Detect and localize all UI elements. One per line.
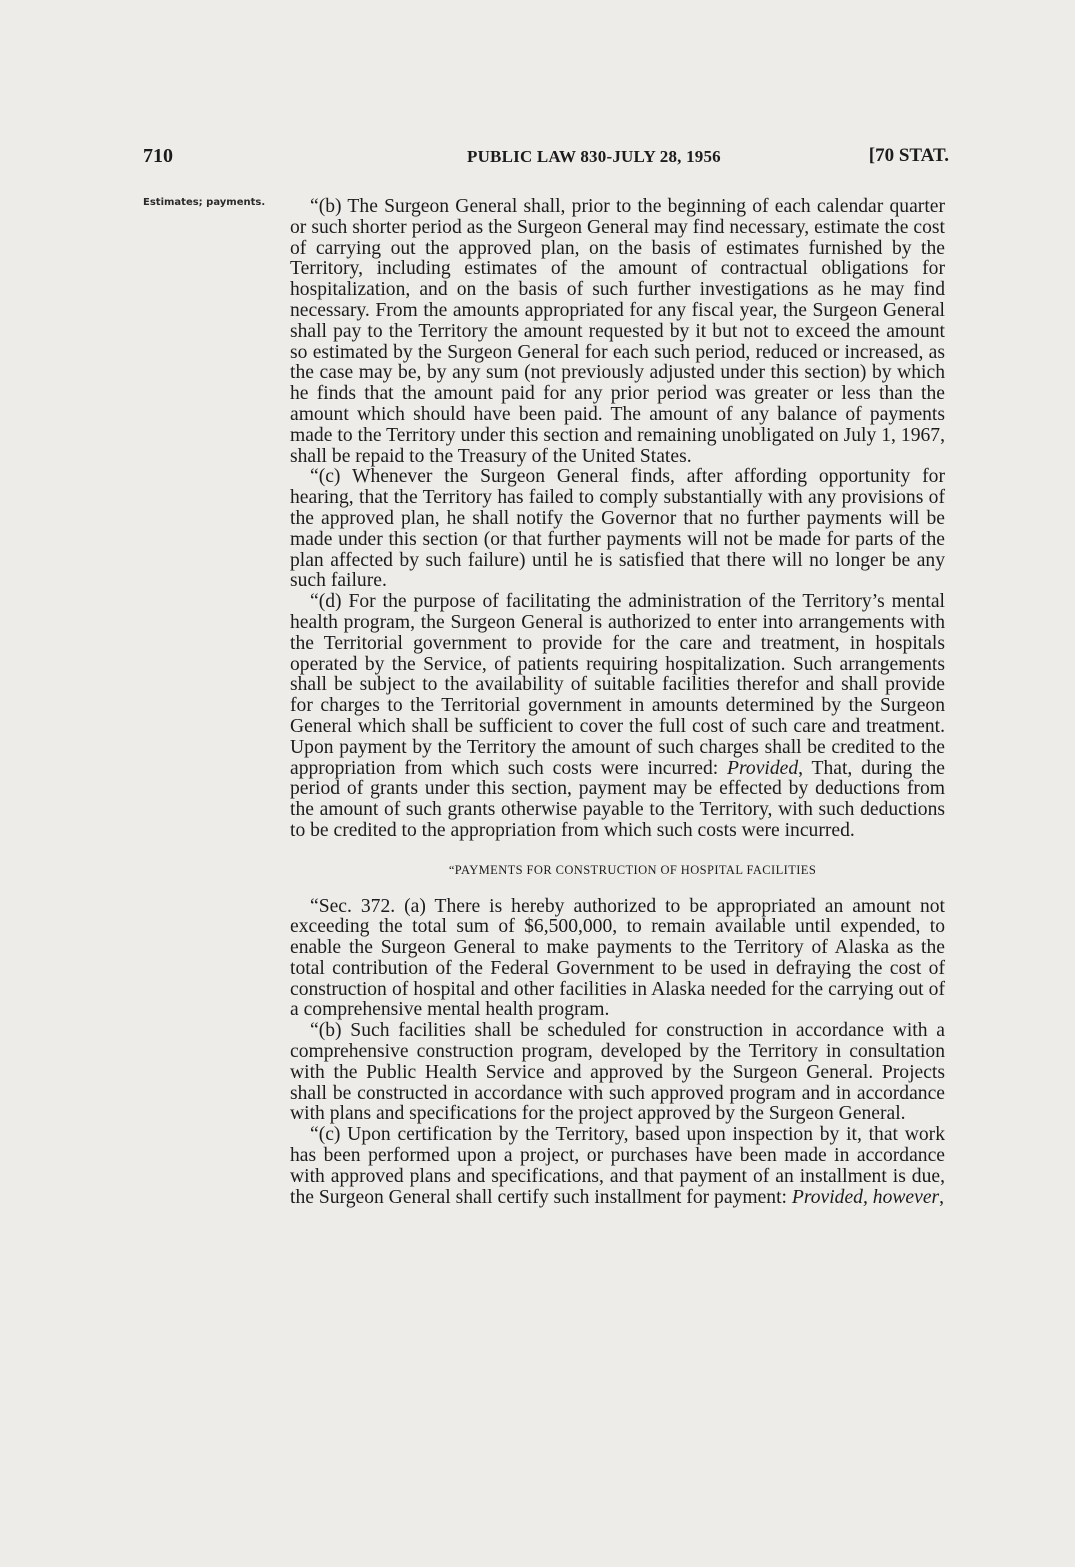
paragraph-text: , [939, 1186, 945, 1208]
running-title: PUBLIC LAW 830-JULY 28, 1956 [467, 147, 721, 166]
paragraph-sec-372-b: “(b) Such facilities shall be scheduled for construction in accordance with a comprehensive construction program, developed by the Territory in consultation with the Public Health Service and approved by the Surgeon General. Projects shall be constructed in accordance with such approved program and in accordance with plans and specifications for the project approved by the Surgeon General. [290, 1020, 945, 1125]
paragraph-sec-372-c [290, 1125, 945, 1208]
main-text [290, 197, 945, 1208]
page-header [143, 145, 949, 173]
proviso-italic: Provided, however [791, 1186, 940, 1208]
sec-label: “Sec. [310, 895, 352, 917]
paragraph-text: 372. (a) There is hereby authorized to be appropriated an amount not exceeding the total sum of $6,500,000, to remain available until expended, to enable the Surgeon General to make payments to the Territory of Alaska as the total contribution of the Federal Government to be used in defraying the cost of construction of hospital and other facilities in Alaska needed for the carrying out of a comprehensive mental health program. [290, 895, 945, 1021]
section-heading: “PAYMENTS FOR CONSTRUCTION OF HOSPITAL FACILITIES [448, 862, 817, 877]
paragraph-d-arrangements [290, 592, 945, 842]
paragraph-text: “(d) For the purpose of facilitating the administration of the Territory’s mental health program, the Surgeon General is authorized to enter into arrangements with the Territorial government to provide for the care and treatment, in hospitals operated by the Service, of patients requiring hospitalization. Such arrangements shall be subject to the availability of suitable facilities therefor and shall provide for charges to the Territorial government in amounts determined by the Surgeon General which shall be sufficient to cover the full cost of such care and treatment. Upon payment by the Territory the amount of such charges shall be credited to the appropriation from which such costs were incurred: [290, 591, 945, 779]
statute-reference: [70 STAT. [868, 145, 949, 166]
margin-note: Estimates; payments. [143, 197, 266, 208]
paragraph-text: “(c) Upon certification by the Territory, based upon inspection by it, that work has been performed upon a project, or purchases have been made in accordance with approved plans and specifications, and that payment of an installment is due, the Surgeon General shall certify such installment for payment: [290, 1124, 945, 1208]
paragraph-c-compliance: “(c) Whenever the Surgeon General finds, after affording opportunity for hearing, that the Territory has failed to comply substantially with any provisions of the approved plan, he shall notify the Governor that no further payments will be made under this section (or that further payments will not be made for parts of the plan affected by such failure) until he is satisfied that there will no longer be any such failure. [290, 466, 945, 592]
paragraph-sec-372-a [290, 897, 945, 1022]
paragraph-b-estimates: “(b) The Surgeon General shall, prior to the beginning of each calendar quarter or such shorter period as the Surgeon General may find necessary, estimate the cost of carrying out the approved plan, on the basis of estimates furnished by the Territory, including estimates of the amount of contractual obligations for hospitalization, and on the basis of such further investigations as he may find necessary. From the amounts appropriated for any fiscal year, the Surgeon General shall pay to the Territory the amount requested by it but not to exceed the amount so estimated by the Surgeon General for each such period, reduced or increased, as the case may be, by any sum (not previously adjusted under this section) by which he finds that the amount paid for any prior period was greater or less than the amount which should have been paid. The amount of any balance of payments made to the Territory under this section and remaining unobligated on July 1, 1967, shall be repaid to the Treasury of the United States. [290, 196, 945, 467]
proviso-italic: Provided [727, 757, 799, 779]
paragraph-text: , That, during the period of grants under this section, payment may be effected by deductions from the amount of such grants otherwise payable to the Territory, with such deductions to be credited to the appropriation from which such costs were incurred. [290, 757, 945, 841]
page-number: 710 [143, 145, 173, 167]
